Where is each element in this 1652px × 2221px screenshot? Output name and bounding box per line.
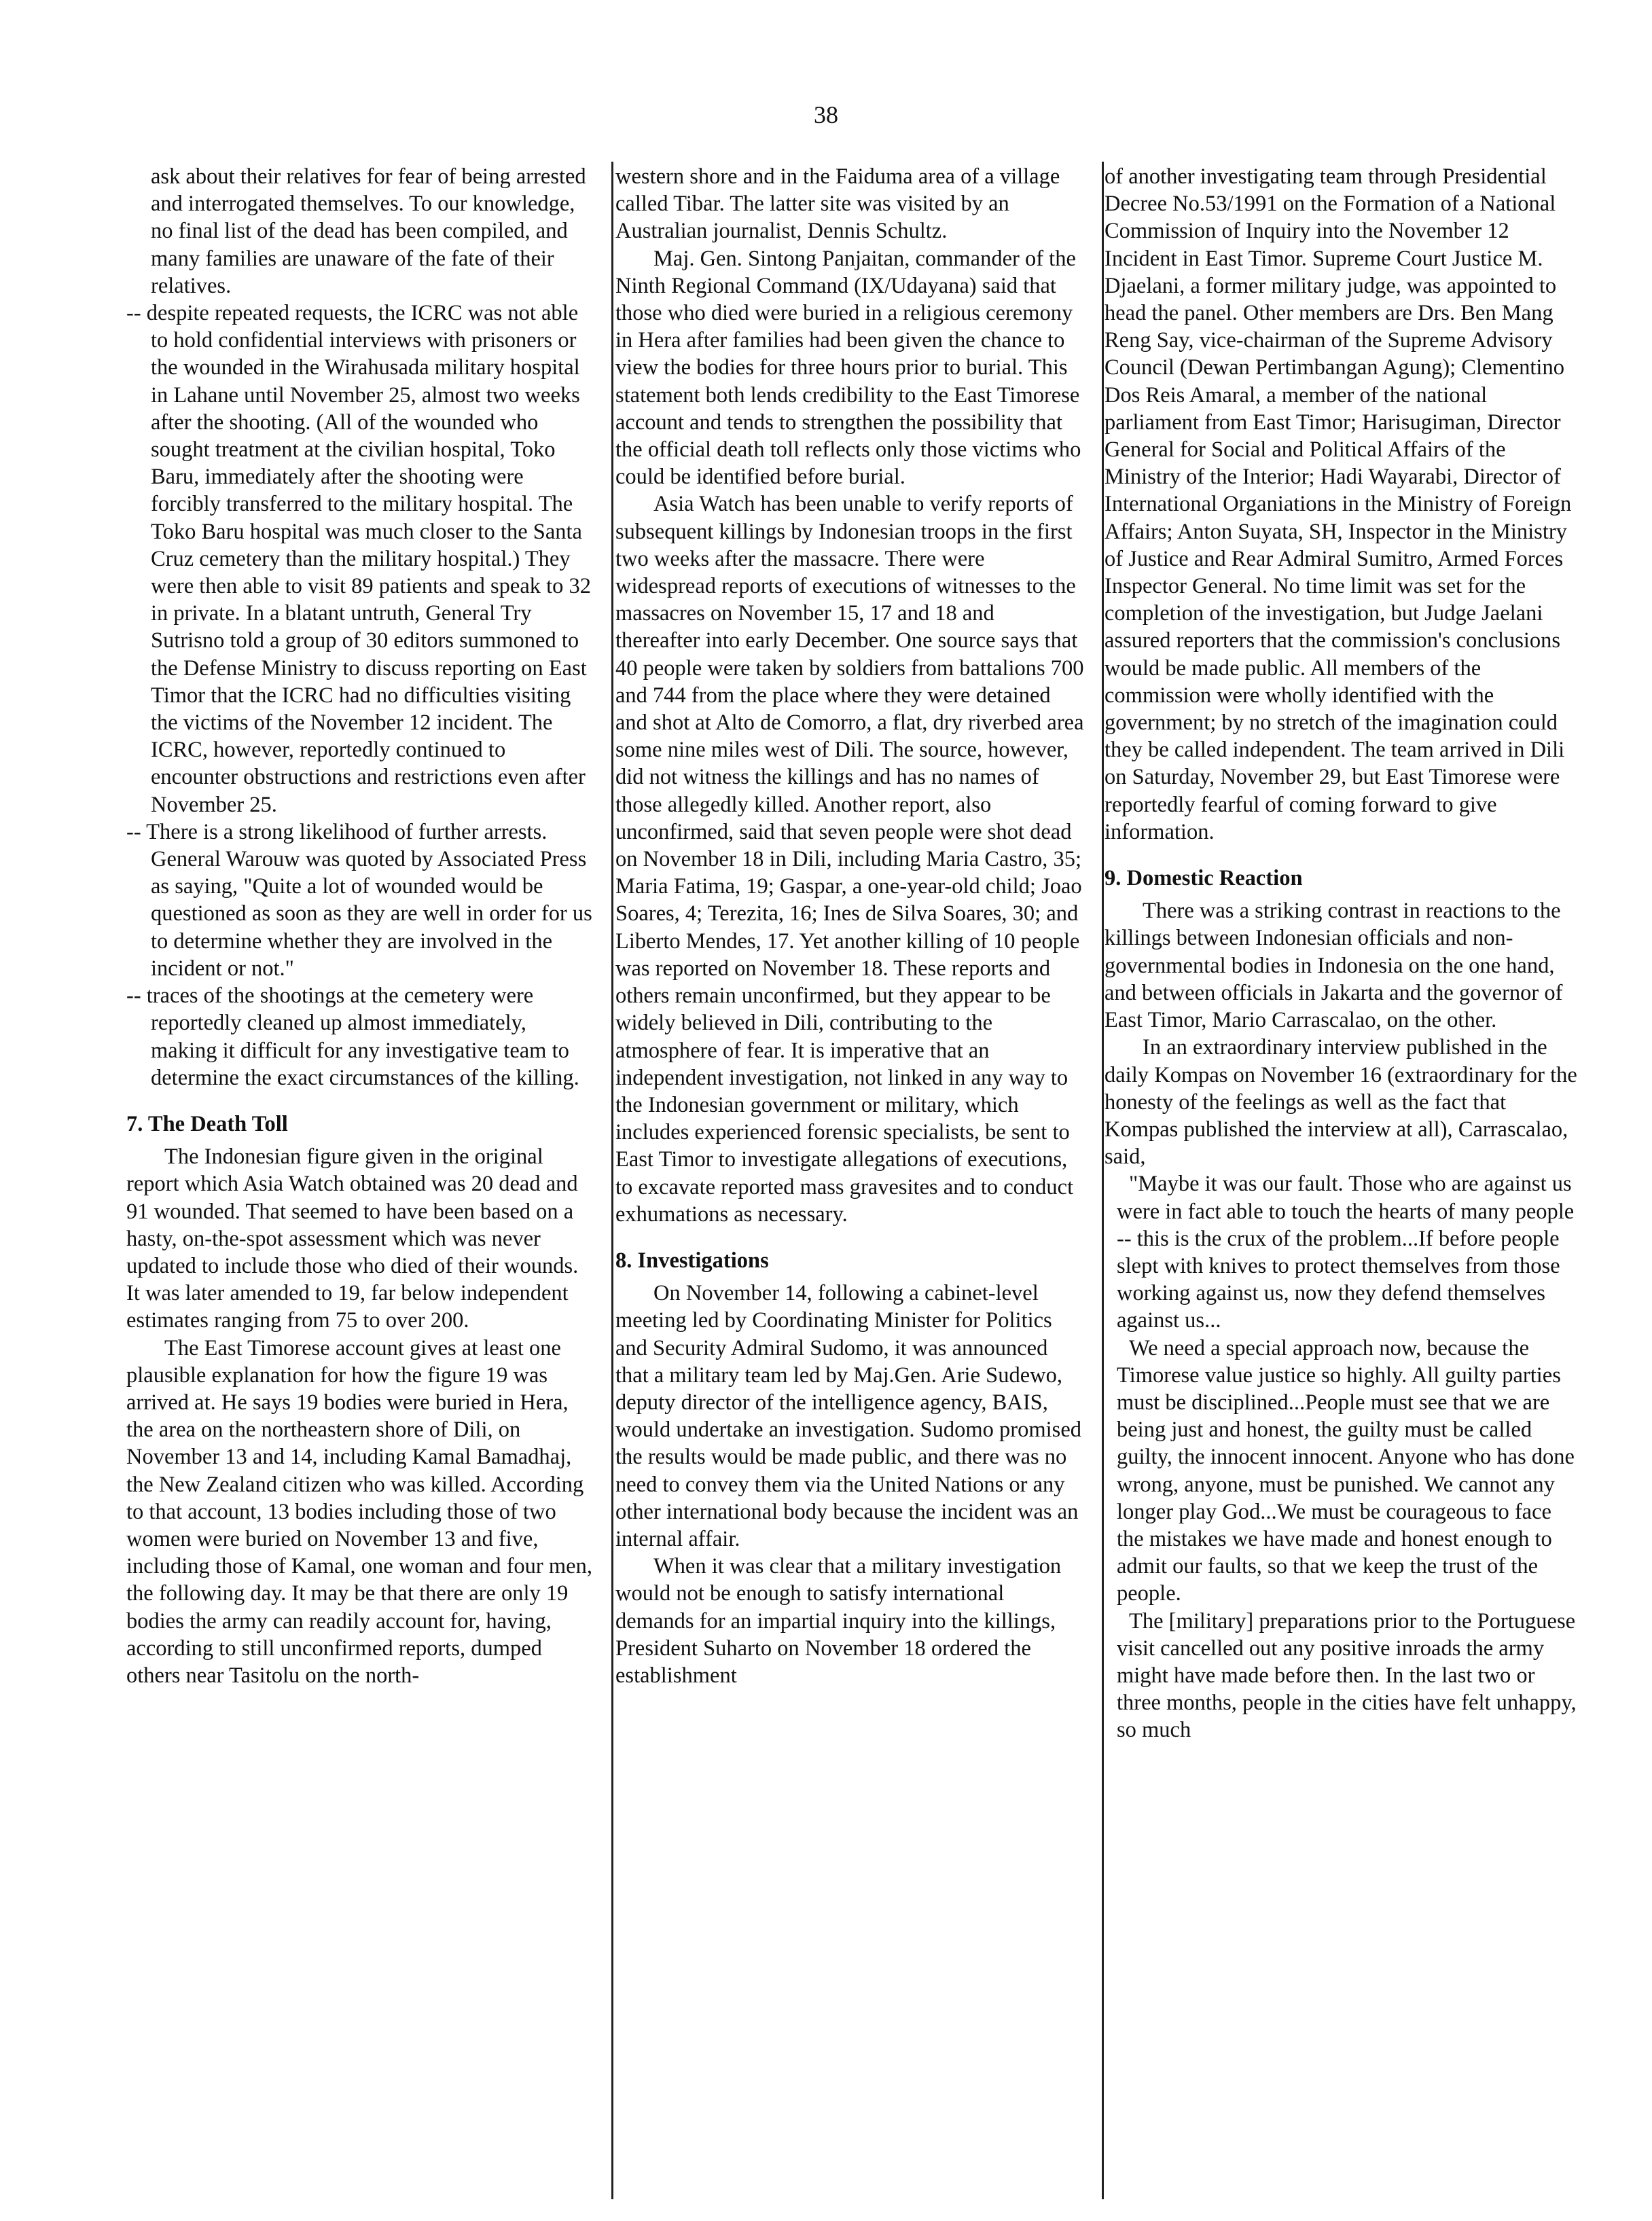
paragraph: There was a striking contrast in reactions to the killings between Indonesian officials and non-governmental bodies in Indonesia on the one hand, and between officials in Jakarta and the governor of East Timor, Mario Carrascalao, on the other. xyxy=(1105,899,1563,1033)
page-number: 38 xyxy=(814,101,838,128)
section-heading: 9. Domestic Reaction xyxy=(1105,866,1303,891)
paragraph: The Indonesian figure given in the original report which Asia Watch obtained was 20 dead and 91 wounded. That seemed to have been based on a hasty, on-the-spot assessment which was never updated to include those who died of their wounds. It was later amended to 19, far below independent estimates ranging from 75 to over 200. xyxy=(126,1144,579,1333)
paragraph: On November 14, following a cabinet-level meeting led by Coordinating Minister for Politics and Security Admiral Sudomo, it was announced that a military team led by Maj.Gen. Arie Sudewo, deputy director of the intelligence agency, BAIS, would undertake an investigation. Sudomo promised the results would be made public, and there was no need to convey them via the United Nations or any other international body because the incident was an internal affair. xyxy=(615,1281,1082,1551)
paragraph: In an extraordinary interview published in the daily Kompas on November 16 (extraordinary for the honesty of the feelings as well as the fact that Kompas published the interview at all), Carrascalao, said, xyxy=(1105,1035,1577,1170)
paragraph: of another investigating team through Presidential Decree No.53/1991 on the Formation of a National Commission of Inquiry into the November 12 Incident in East Timor. Supreme Court Justice M. Djaelani, a former military judge, was appointed to head the panel. Other members are Drs. Ben Mang Reng Say, vice-chairman of the Supreme Advisory Council (Dewan Pertimbangan Agung); Clementino Dos Reis Amaral, a member of the national parliament from East Timor; Harisugiman, Director General for Social and Political Affairs of the Ministry of the Interior; Hadi Wayarabi, Director of International Organiations in the Ministry of Foreign Affairs; Anton Suyata, SH, Inspector in the Ministry of Justice and Rear Admiral Sumitro, Armed Forces Inspector General. No time limit was set for the completion of the investigation, but Judge Jaelani assured reporters that the commission's conclusions would be made public. All members of the commission were wholly identified with the government; by no stretch of the imagination could they be called independent. The team arrived in Dili on Saturday, November 29, but East Timorese were reportedly fearful of coming forward to give information. xyxy=(1105,164,1572,844)
column-divider xyxy=(611,162,613,2199)
text-column-1 xyxy=(126,163,595,1689)
paragraph: ask about their relatives for fear of being arrested and interrogated themselves. To our knowledge, no final list of the dead has been compiled, and many families are unaware of the fate of their relatives. xyxy=(151,164,586,298)
text-column-3 xyxy=(1105,163,1580,1744)
paragraph: -- despite repeated requests, the ICRC was not able to hold confidential interviews with prisoners or the wounded in the Wirahusada military hospital in Lahane until November 25, almost two weeks after the shooting. (All of the wounded who sought treatment at the civilian hospital, Toko Baru, immediately after the shooting were forcibly transferred to the military hospital. The Toko Baru hospital was much closer to the Santa Cruz cemetery than the military hospital.) They were then able to visit 89 patients and speak to 32 in private. In a blatant untruth, General Try Sutrisno told a group of 30 editors summoned to the Defense Ministry to discuss reporting on East Timor that the ICRC had no difficulties visiting the victims of the November 12 incident. The ICRC, however, reportedly continued to encounter obstructions and restrictions even after November 25. xyxy=(126,301,592,817)
paragraph: -- traces of the shootings at the cemetery were reportedly cleaned up almost immediately, making it difficult for any investigative team to determine the exact circumstances of the killing. xyxy=(126,983,579,1090)
paragraph: western shore and in the Faiduma area of a village called Tibar. The latter site was visited by an Australian journalist, Dennis Schultz. xyxy=(615,164,1060,244)
paragraph: When it was clear that a military investigation would not be enough to satisfy international demands for an impartial inquiry into the killings, President Suharto on November 18 ordered the establishment xyxy=(615,1554,1062,1688)
paragraph: The East Timorese account gives at least one plausible explanation for how the figure 19 was arrived at. He says 19 bodies were buried in Hera, the area on the northeastern shore of Dili, on November 13 and 14, including Kamal Bamadhaj, the New Zealand citizen who was killed. According to that account, 13 bodies including those of two women were buried on November 13 and five, including those of Kamal, one woman and four men, the following day. It may be that there are only 19 bodies the army can readily account for, having, according to still unconfirmed reports, dumped others near Tasitolu on the north- xyxy=(126,1335,592,1688)
paragraph: "Maybe it was our fault. Those who are against us were in fact able to touch the hearts of many people -- this is the crux of the problem...If before people slept with knives to protect themselves from those working against us, now they defend themselves against us... xyxy=(1117,1172,1575,1333)
section-heading: 8. Investigations xyxy=(615,1248,769,1273)
column-divider xyxy=(1102,162,1104,2199)
paragraph: We need a special approach now, because the Timorese value justice so highly. All guilty parties must be disciplined...People must see that we are being just and honest, the guilty must be called guilty, the innocent innocent. Anyone who has done wrong, anyone, must be punished. We cannot any longer play God...We must be courageous to face the mistakes we have made and honest enough to admit our faults, so that we keep the trust of the people. xyxy=(1117,1335,1575,1606)
paragraph: -- There is a strong likelihood of further arrests. General Warouw was quoted by Associated Press as saying, "Quite a lot of wounded would be questioned as soon as they are well in order for us to determine whether they are involved in the incident or not." xyxy=(126,819,592,981)
paragraph: The [military] preparations prior to the Portuguese visit cancelled out any positive inroads the army might have made before then. In the last two or three months, people in the cities have felt unhappy, so much xyxy=(1117,1608,1577,1743)
section-heading: 7. The Death Toll xyxy=(126,1111,288,1136)
text-column-2 xyxy=(615,163,1084,1689)
paragraph: Maj. Gen. Sintong Panjaitan, commander of the Ninth Regional Command (IX/Udayana) said that those who died were buried in a religious ceremony in Hera after families had been given the chance to view the bodies for three hours prior to burial. This statement both lends credibility to the East Timorese account and tends to strengthen the possibility that the official death toll reflects only those victims who could be identified before burial. xyxy=(615,246,1081,490)
paragraph: Asia Watch has been unable to verify reports of subsequent killings by Indonesian troops in the first two weeks after the massacre. There were widespread reports of executions of witnesses to the massacres on November 15, 17 and 18 and thereafter into early December. One source says that 40 people were taken by soldiers from battalions 700 and 744 from the place where they were detained and shot at Alto de Comorro, a flat, dry riverbed area some nine miles west of Dili. The source, however, did not witness the killings and has no names of those allegedly killed. Another report, also unconfirmed, said that seven people were shot dead on November 18 in Dili, including Maria Castro, 35; Maria Fatima, 19; Gaspar, a one-year-old child; Joao Soares, 4; Terezita, 16; Ines de Silva Soares, 30; and Liberto Mendes, 17. Yet another killing of 10 people was reported on November 18. These reports and others remain unconfirmed, but they appear to be widely believed in Dili, contributing to the atmosphere of fear. It is imperative that an independent investigation, not linked in any way to the Indonesian government or military, which includes experienced forensic specialists, be sent to East Timor to investigate allegations of executions, to excavate reported mass gravesites and to conduct exhumations as necessary. xyxy=(615,492,1084,1227)
